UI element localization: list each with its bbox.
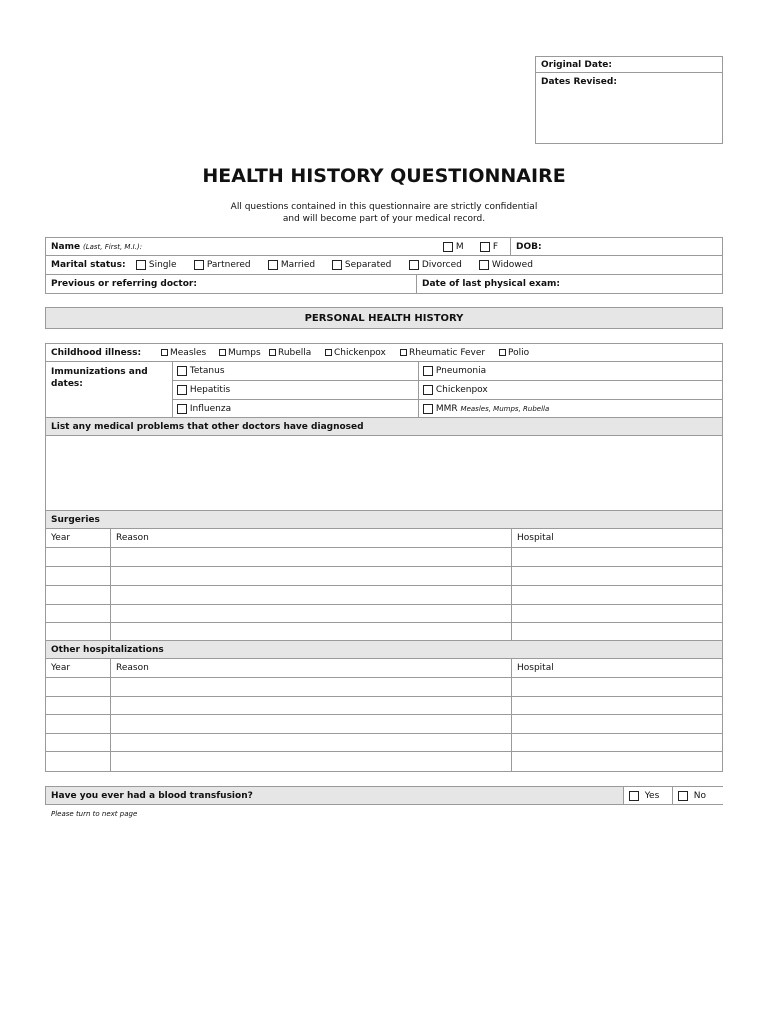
immunization-mmr[interactable]: MMR Measles, Mumps, Rubella — [423, 400, 549, 418]
childhood-rubella[interactable]: Rubella — [269, 348, 325, 358]
table-row[interactable] — [45, 715, 723, 734]
checkbox[interactable] — [177, 385, 187, 395]
table-row[interactable] — [45, 567, 723, 586]
footer-note: Please turn to next page — [51, 810, 138, 818]
column-year: Year — [51, 663, 71, 673]
original-date-label: Original Date: — [541, 60, 612, 70]
medical-problems-label: List any medical problems that other doctors have diagnosed — [51, 421, 364, 432]
checkbox[interactable] — [423, 404, 433, 414]
transfusion-row — [45, 786, 723, 805]
surgeries-columns — [45, 529, 723, 548]
checkbox[interactable] — [325, 349, 332, 356]
immunization-influenza[interactable]: Influenza — [177, 400, 231, 418]
column-hospital: Hospital — [517, 533, 554, 543]
childhood-label: Childhood illness: — [51, 347, 142, 358]
checkbox[interactable] — [479, 260, 489, 270]
exam-label: Date of last physical exam: — [422, 279, 561, 289]
marital-divorced[interactable]: Divorced — [409, 260, 479, 270]
checkbox[interactable] — [678, 791, 688, 801]
childhood-measles[interactable]: Measles — [161, 348, 219, 358]
checkbox[interactable] — [629, 791, 639, 801]
childhood-row — [45, 343, 723, 362]
marital-separated[interactable]: Separated — [332, 260, 409, 270]
marital-single[interactable]: Single — [136, 260, 194, 270]
immunization-chickenpox[interactable]: Chickenpox — [423, 381, 488, 399]
checkbox[interactable] — [177, 366, 187, 376]
column-reason: Reason — [116, 663, 149, 673]
immunization-hepatitis[interactable]: Hepatitis — [177, 381, 230, 399]
subtitle-line-1: All questions contained in this questionnaire are strictly confidential — [230, 202, 538, 212]
sex-m-option[interactable] — [438, 238, 478, 255]
checkbox[interactable] — [136, 260, 146, 270]
childhood-mumps[interactable]: Mumps — [219, 348, 269, 358]
checkbox[interactable] — [161, 349, 168, 356]
section-header — [45, 307, 723, 329]
hospitalizations-header — [45, 641, 723, 659]
childhood-chickenpox[interactable]: Chickenpox — [325, 348, 400, 358]
column-reason: Reason — [116, 533, 149, 543]
dates-revised-label: Dates Revised: — [541, 77, 617, 87]
transfusion-yes[interactable]: Yes — [624, 787, 672, 804]
immunization-tetanus[interactable]: Tetanus — [177, 362, 225, 380]
section-title: PERSONAL HEALTH HISTORY — [304, 312, 464, 324]
medical-problems-header — [45, 418, 723, 436]
childhood-polio[interactable]: Polio — [499, 348, 549, 358]
table-row[interactable] — [45, 678, 723, 697]
hospitalizations-title: Other hospitalizations — [51, 644, 164, 655]
immunization-pneumonia[interactable]: Pneumonia — [423, 362, 486, 380]
checkbox[interactable] — [219, 349, 226, 356]
checkbox[interactable] — [268, 260, 278, 270]
checkbox[interactable] — [194, 260, 204, 270]
name-field[interactable] — [46, 238, 436, 255]
table-row[interactable] — [45, 586, 723, 605]
immunizations-block — [45, 362, 723, 418]
hospitalizations-columns — [45, 659, 723, 678]
sex-f-checkbox[interactable] — [480, 242, 490, 252]
checkbox[interactable] — [423, 366, 433, 376]
page-title: HEALTH HISTORY QUESTIONNAIRE — [202, 165, 566, 187]
checkbox[interactable] — [269, 349, 276, 356]
table-row[interactable] — [45, 752, 723, 772]
transfusion-no[interactable]: No — [673, 787, 723, 804]
name-hint: (Last, First, M.I.): — [82, 242, 143, 251]
dob-label: DOB: — [516, 241, 542, 252]
doctor-row — [45, 275, 723, 294]
subtitle-line-2: and will become part of your medical record. — [282, 214, 486, 224]
mmr-note: Measles, Mumps, Rubella — [460, 405, 550, 413]
marital-label: Marital status: — [51, 260, 126, 270]
marital-partnered[interactable]: Partnered — [194, 260, 268, 270]
checkbox[interactable] — [177, 404, 187, 414]
table-row[interactable] — [45, 548, 723, 567]
surgeries-title: Surgeries — [51, 514, 100, 525]
marital-widowed[interactable]: Widowed — [479, 260, 549, 270]
column-year: Year — [51, 533, 71, 543]
table-row[interactable] — [45, 623, 723, 641]
checkbox[interactable] — [499, 349, 506, 356]
last-exam-field[interactable] — [417, 275, 723, 293]
referring-doctor-field[interactable] — [46, 275, 416, 293]
checkbox[interactable] — [423, 385, 433, 395]
childhood-rheumatic-fever[interactable]: Rheumatic Fever — [400, 348, 499, 358]
name-row — [45, 237, 723, 256]
sex-f-option[interactable] — [475, 238, 515, 255]
doctor-label: Previous or referring doctor: — [51, 279, 197, 289]
dob-field[interactable] — [511, 238, 723, 255]
immunizations-label: Immunizations and dates: — [51, 367, 148, 389]
medical-problems-textarea[interactable] — [45, 436, 723, 511]
revision-box — [535, 56, 723, 144]
table-row[interactable] — [45, 734, 723, 752]
table-row[interactable] — [45, 605, 723, 623]
sex-m-checkbox[interactable] — [443, 242, 453, 252]
checkbox[interactable] — [409, 260, 419, 270]
transfusion-question: Have you ever had a blood transfusion? — [51, 790, 253, 801]
table-row[interactable] — [45, 697, 723, 715]
surgeries-header — [45, 511, 723, 529]
marital-married[interactable]: Married — [268, 260, 332, 270]
marital-row — [45, 256, 723, 275]
checkbox[interactable] — [332, 260, 342, 270]
name-label: Name — [51, 241, 81, 252]
column-hospital: Hospital — [517, 663, 554, 673]
sex-m-label: M — [455, 241, 464, 252]
sex-f-label: F — [492, 241, 499, 252]
checkbox[interactable] — [400, 349, 407, 356]
